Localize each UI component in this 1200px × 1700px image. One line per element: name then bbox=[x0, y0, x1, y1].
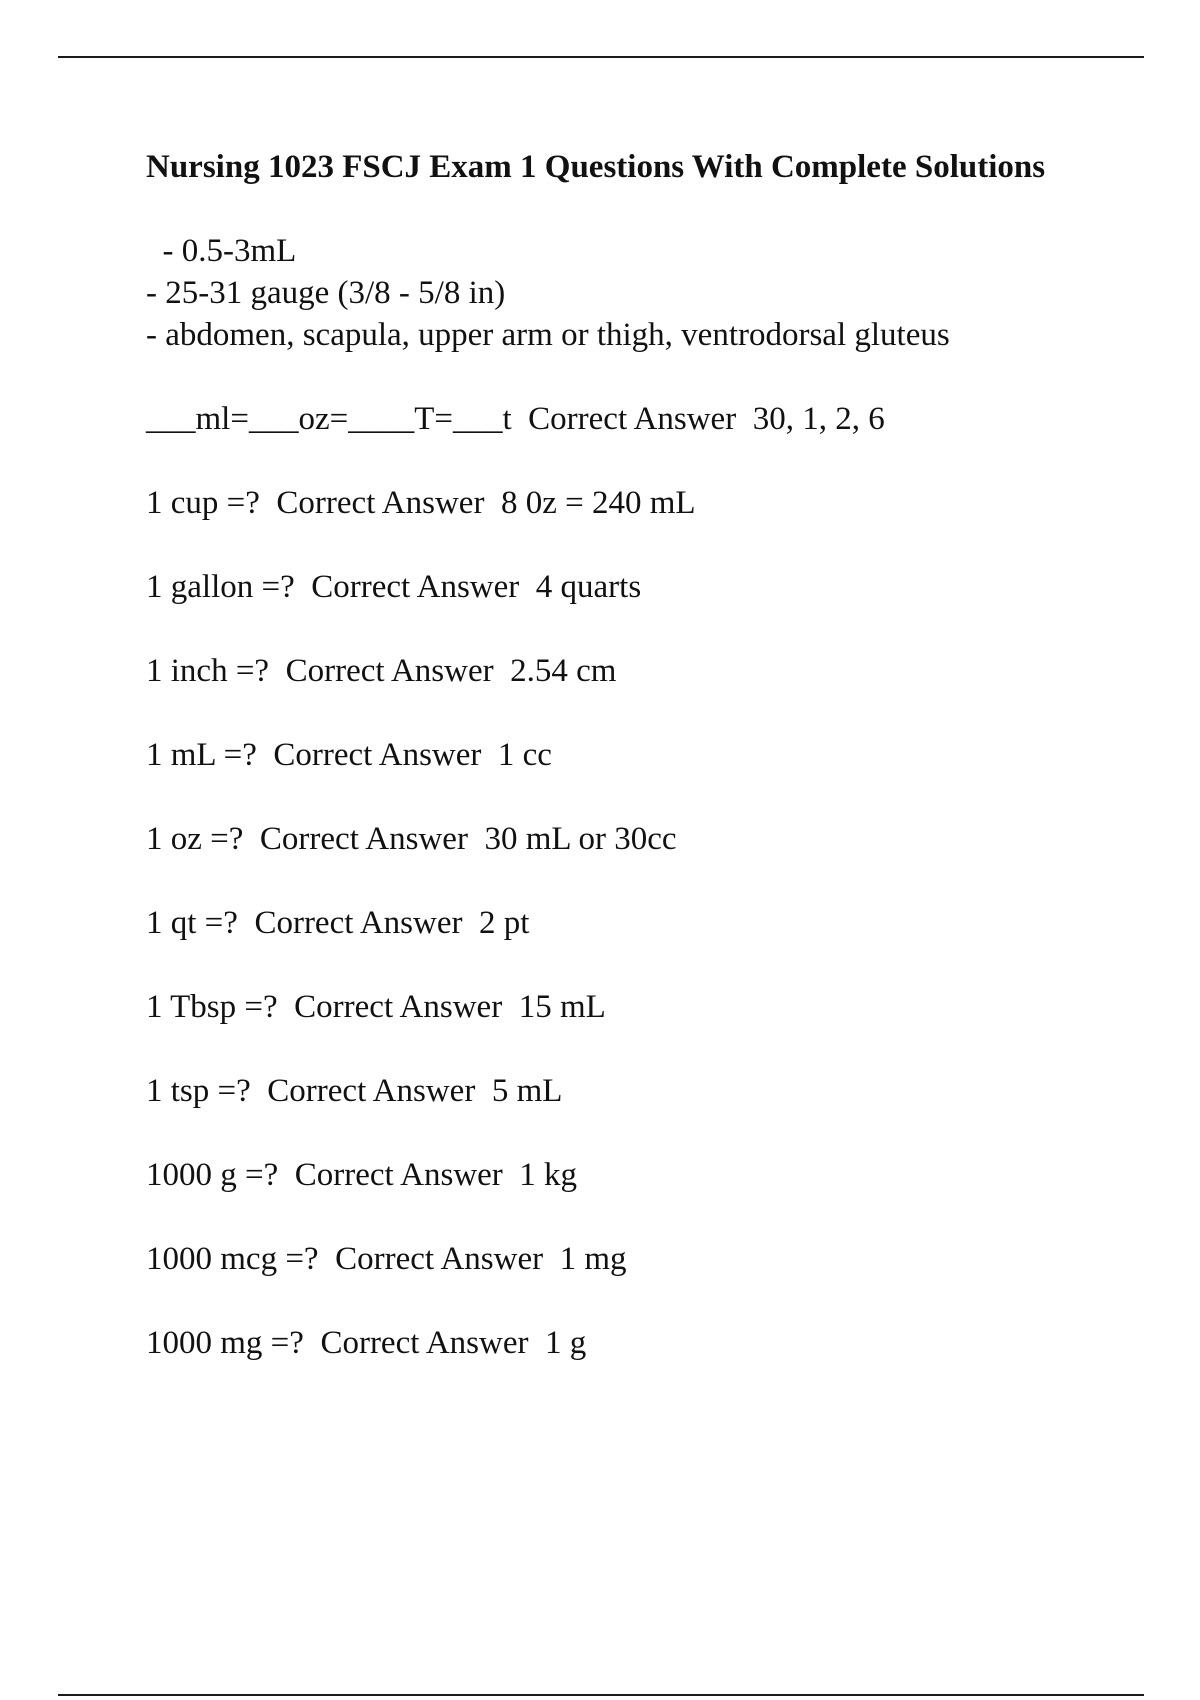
qa-item bbox=[146, 986, 1066, 1028]
qa-item bbox=[146, 482, 1066, 524]
header-rule bbox=[58, 56, 1144, 58]
question-text: 1 oz =? bbox=[146, 821, 244, 857]
question-text: 1 mL =? bbox=[146, 737, 257, 773]
answer-text: 8 0z = 240 mL bbox=[500, 485, 696, 521]
answer-label: Correct Answer bbox=[294, 1157, 503, 1193]
answer-text: 1 cc bbox=[497, 737, 552, 773]
intro-block bbox=[146, 230, 1066, 356]
answer-text: 30 mL or 30cc bbox=[484, 821, 677, 857]
question-text: 1 Tbsp =? bbox=[146, 989, 278, 1025]
question-text: 1000 g =? bbox=[146, 1157, 279, 1193]
qa-item bbox=[146, 566, 1066, 608]
answer-text: 1 kg bbox=[519, 1157, 578, 1193]
qa-item bbox=[146, 1238, 1066, 1280]
answer-text: 1 mg bbox=[559, 1241, 627, 1277]
qa-item bbox=[146, 1070, 1066, 1112]
question-text: 1 gallon =? bbox=[146, 569, 295, 605]
question-text: 1 inch =? bbox=[146, 653, 270, 689]
question-text: 1 tsp =? bbox=[146, 1073, 251, 1109]
answer-label: Correct Answer bbox=[528, 401, 737, 437]
question-text: 1000 mcg =? bbox=[146, 1241, 319, 1277]
footer-rule bbox=[58, 1694, 1144, 1696]
document-body bbox=[146, 146, 1066, 1406]
answer-label: Correct Answer bbox=[259, 821, 468, 857]
answer-text: 2.54 cm bbox=[510, 653, 617, 689]
question-text: 1000 mg =? bbox=[146, 1325, 304, 1361]
qa-item bbox=[146, 734, 1066, 776]
question-text: 1 qt =? bbox=[146, 905, 238, 941]
answer-text: 5 mL bbox=[491, 1073, 563, 1109]
answer-text: 30, 1, 2, 6 bbox=[752, 401, 885, 437]
intro-line: - abdomen, scapula, upper arm or thigh, ventrodorsal gluteus bbox=[146, 317, 950, 353]
intro-line: - 0.5-3mL bbox=[146, 233, 297, 269]
answer-text: 2 pt bbox=[478, 905, 530, 941]
qa-item bbox=[146, 1322, 1066, 1364]
qa-item bbox=[146, 818, 1066, 860]
document-title: Nursing 1023 FSCJ Exam 1 Questions With Complete Solutions bbox=[146, 149, 1046, 185]
answer-label: Correct Answer bbox=[335, 1241, 544, 1277]
answer-text: 1 g bbox=[544, 1325, 587, 1361]
answer-label: Correct Answer bbox=[267, 1073, 476, 1109]
question-text: ___ml=___oz=____T=___t bbox=[146, 401, 512, 437]
qa-item bbox=[146, 650, 1066, 692]
answer-text: 15 mL bbox=[518, 989, 606, 1025]
qa-item bbox=[146, 398, 1066, 440]
answer-label: Correct Answer bbox=[276, 485, 485, 521]
answer-label: Correct Answer bbox=[294, 989, 503, 1025]
qa-item bbox=[146, 902, 1066, 944]
answer-text: 4 quarts bbox=[535, 569, 642, 605]
question-text: 1 cup =? bbox=[146, 485, 260, 521]
answer-label: Correct Answer bbox=[311, 569, 520, 605]
qa-item bbox=[146, 1154, 1066, 1196]
answer-label: Correct Answer bbox=[320, 1325, 529, 1361]
answer-label: Correct Answer bbox=[273, 737, 482, 773]
answer-label: Correct Answer bbox=[254, 905, 463, 941]
answer-label: Correct Answer bbox=[285, 653, 494, 689]
intro-line: - 25-31 gauge (3/8 - 5/8 in) bbox=[146, 275, 506, 311]
